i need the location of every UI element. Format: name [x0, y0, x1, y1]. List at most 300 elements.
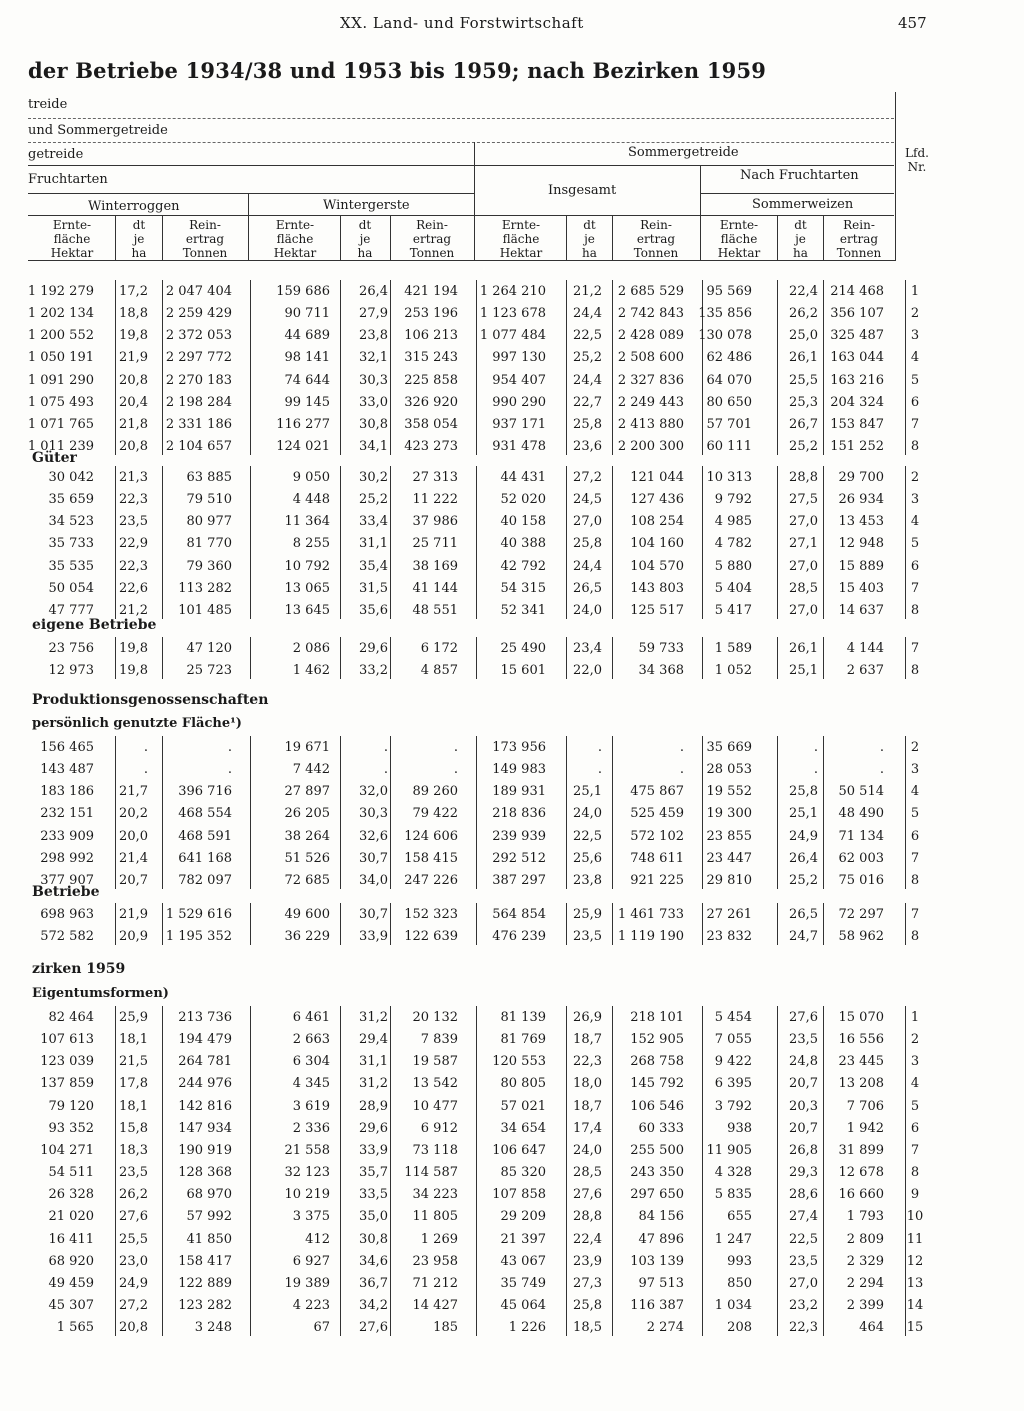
- table-cell: 32 123: [284, 1165, 330, 1181]
- table-row: [0, 534, 1024, 556]
- table-cell: 11 805: [412, 1209, 458, 1225]
- table-cell: 1 247: [714, 1231, 752, 1247]
- table-cell: 40 388: [500, 536, 546, 552]
- table-cell: 89 260: [412, 784, 458, 800]
- table-cell: 50 054: [48, 580, 94, 596]
- table-cell: 24,9: [789, 828, 818, 844]
- table-cell: 30,3: [359, 372, 388, 388]
- col-header-yield: dt je ha: [793, 218, 808, 260]
- table-cell: 1 202 134: [27, 306, 94, 322]
- table-cell: .: [143, 762, 148, 778]
- table-cell: 225 858: [404, 372, 458, 388]
- table-cell: 190 919: [178, 1142, 232, 1158]
- table-cell: 34 368: [638, 663, 684, 679]
- table-cell: 2 685 529: [617, 284, 684, 299]
- table-cell: 5 404: [714, 580, 752, 596]
- table-cell: 326 920: [404, 394, 458, 410]
- table-cell: 62 486: [706, 350, 752, 366]
- table-cell: 24,4: [573, 306, 602, 322]
- table-cell: 60 111: [706, 439, 752, 455]
- table-cell: 26,2: [789, 306, 818, 322]
- section-subtitle: Eigentumsformen): [32, 986, 169, 1001]
- table-cell: 1 942: [846, 1120, 884, 1136]
- table-cell: 51 526: [284, 850, 330, 866]
- table-cell: 33,2: [359, 663, 388, 679]
- table-cell: 1 034: [714, 1297, 752, 1313]
- table-cell: 938: [727, 1120, 752, 1136]
- table-cell: 29,6: [359, 641, 388, 656]
- table-cell: 101 485: [178, 602, 232, 618]
- table-cell: 377 907: [40, 872, 94, 888]
- table-cell: 2 086: [292, 641, 330, 656]
- table-cell: 6 304: [292, 1054, 330, 1070]
- row-number: 12: [906, 1253, 924, 1269]
- table-cell: 25 711: [412, 536, 458, 552]
- table-cell: 185: [433, 1320, 458, 1336]
- table-cell: 23 855: [706, 828, 752, 844]
- table-cell: 921 225: [630, 872, 684, 888]
- row-number: 14: [906, 1297, 924, 1313]
- table-cell: 10 219: [284, 1187, 330, 1203]
- table-cell: 135 856: [698, 306, 752, 322]
- table-cell: 31,5: [359, 580, 388, 596]
- table-cell: 107 858: [492, 1187, 546, 1203]
- table-cell: 85 320: [500, 1165, 546, 1181]
- table-row: [0, 348, 1024, 370]
- row-number: 8: [910, 929, 920, 945]
- table-cell: 1 071 765: [27, 416, 94, 432]
- col-header-tonnes: Rein- ertrag Tonnen: [836, 218, 882, 260]
- table-cell: 2 259 429: [165, 306, 232, 322]
- table-cell: 7 442: [292, 762, 330, 778]
- table-cell: 4 223: [292, 1297, 330, 1313]
- table-cell: 35 749: [500, 1275, 546, 1291]
- table-cell: 45 307: [48, 1297, 94, 1313]
- table-cell: 11 364: [284, 514, 330, 530]
- table-cell: 24,0: [573, 806, 602, 822]
- table-cell: 2 200 300: [617, 439, 684, 455]
- table-cell: 25,2: [359, 492, 388, 508]
- table-cell: 25,5: [789, 372, 818, 388]
- table-cell: 27,4: [789, 1209, 818, 1225]
- table-cell: 151 252: [830, 439, 884, 455]
- table-cell: 47 777: [48, 602, 94, 618]
- table-cell: 18,1: [119, 1032, 148, 1048]
- table-cell: 6 395: [714, 1076, 752, 1092]
- table-cell: 23,5: [789, 1032, 818, 1048]
- row-number: 10: [906, 1209, 924, 1225]
- table-cell: 79 120: [48, 1098, 94, 1114]
- table-row: [0, 437, 1024, 459]
- col-header-yield: dt je ha: [582, 218, 597, 260]
- table-cell: 18,7: [573, 1098, 602, 1114]
- table-row: [0, 1185, 1024, 1207]
- table-row: [0, 1008, 1024, 1030]
- table-row: [0, 304, 1024, 326]
- table-cell: 2 198 284: [165, 394, 232, 410]
- table-cell: 30,8: [359, 416, 388, 432]
- table-cell: 152 323: [404, 907, 458, 922]
- table-cell: 21,2: [573, 284, 602, 299]
- table-cell: 29 700: [838, 470, 884, 485]
- table-cell: 38 169: [412, 558, 458, 574]
- table-cell: 239 939: [492, 828, 546, 844]
- table-cell: 2 047 404: [165, 284, 232, 299]
- table-cell: 44 689: [284, 328, 330, 344]
- table-cell: 214 468: [830, 284, 884, 299]
- table-cell: 27,5: [789, 492, 818, 508]
- table-cell: .: [453, 740, 458, 755]
- table-cell: 20,2: [119, 806, 148, 822]
- header-winterroggen: Winterroggen: [88, 199, 180, 214]
- table-cell: 4 328: [714, 1165, 752, 1181]
- table-cell: 27,6: [359, 1320, 388, 1336]
- header-rule: [474, 165, 894, 166]
- table-cell: 23,2: [789, 1297, 818, 1313]
- table-row: [0, 1119, 1024, 1141]
- table-row: [0, 468, 1024, 490]
- table-cell: 49 459: [48, 1275, 94, 1291]
- table-cell: 23,5: [789, 1253, 818, 1269]
- section-title: eigene Betriebe: [32, 617, 157, 633]
- row-number: 6: [910, 828, 920, 844]
- col-header-yield: dt je ha: [131, 218, 147, 260]
- table-cell: .: [227, 740, 232, 755]
- table-cell: 18,7: [573, 1032, 602, 1048]
- table-cell: 68 920: [48, 1253, 94, 1269]
- chapter-title: XX. Land- und Forstwirtschaft: [340, 14, 584, 32]
- table-cell: 23 958: [412, 1253, 458, 1269]
- table-cell: 27 313: [412, 470, 458, 485]
- table-cell: 22,9: [119, 536, 148, 552]
- row-number: 5: [910, 536, 920, 552]
- table-cell: 113 282: [178, 580, 232, 596]
- table-cell: 22,5: [573, 328, 602, 344]
- table-cell: 34,2: [359, 1297, 388, 1313]
- table-cell: 125 517: [630, 602, 684, 618]
- table-cell: 247 226: [404, 872, 458, 888]
- table-cell: 114 587: [404, 1165, 458, 1181]
- table-cell: 15 070: [838, 1010, 884, 1025]
- row-number: 3: [910, 328, 920, 344]
- table-cell: 31,2: [359, 1076, 388, 1092]
- table-cell: 35 733: [48, 536, 94, 552]
- table-cell: 24,8: [789, 1054, 818, 1070]
- table-cell: 21 558: [284, 1142, 330, 1158]
- table-cell: 25,1: [573, 784, 602, 800]
- table-cell: 3 792: [714, 1098, 752, 1114]
- table-cell: 18,8: [119, 306, 148, 322]
- section-title: Güter: [32, 450, 77, 466]
- table-cell: 57 021: [500, 1098, 546, 1114]
- table-cell: 116 387: [630, 1297, 684, 1313]
- table-row: [0, 1296, 1024, 1318]
- table-cell: 25,8: [573, 416, 602, 432]
- table-row: [0, 661, 1024, 683]
- table-cell: 298 992: [40, 850, 94, 866]
- table-cell: 33,9: [359, 1142, 388, 1158]
- table-cell: 21,3: [119, 470, 148, 485]
- table-cell: .: [679, 740, 684, 755]
- table-cell: 36,7: [359, 1275, 388, 1291]
- table-cell: 73 118: [412, 1142, 458, 1158]
- table-cell: 58 962: [838, 929, 884, 945]
- table-cell: 21 397: [500, 1231, 546, 1247]
- table-cell: 25,3: [789, 394, 818, 410]
- table-row: [0, 326, 1024, 348]
- table-cell: 11 905: [706, 1142, 752, 1158]
- col-header-area: Ernte- fläche Hektar: [273, 218, 317, 260]
- table-cell: 2 428 089: [617, 328, 684, 344]
- table-cell: 476 239: [492, 929, 546, 945]
- table-cell: 297 650: [630, 1187, 684, 1203]
- table-cell: 641 168: [178, 850, 232, 866]
- table-cell: 23,5: [573, 929, 602, 945]
- row-number: 7: [910, 580, 920, 596]
- table-cell: 163 044: [830, 350, 884, 366]
- table-cell: 104 160: [630, 536, 684, 552]
- header-line-2: und Sommergetreide: [28, 123, 168, 138]
- row-number: 8: [910, 1165, 920, 1181]
- header-sommerweizen: Sommerweizen: [752, 197, 854, 212]
- table-cell: 128 368: [178, 1165, 232, 1181]
- table-cell: 29 209: [500, 1209, 546, 1225]
- table-cell: 24,9: [119, 1275, 148, 1291]
- table-cell: 74 644: [284, 372, 330, 388]
- table-cell: 1 462: [292, 663, 330, 679]
- table-cell: .: [383, 762, 388, 778]
- row-number: 15: [906, 1320, 924, 1336]
- table-cell: 10 792: [284, 558, 330, 574]
- table-cell: 990 290: [492, 394, 546, 410]
- table-cell: 27,9: [359, 306, 388, 322]
- table-cell: 97 513: [638, 1275, 684, 1291]
- table-cell: 35,7: [359, 1165, 388, 1181]
- table-cell: 6 172: [420, 641, 458, 656]
- table-row: [0, 1230, 1024, 1252]
- table-row: [0, 1318, 1024, 1340]
- table-cell: 52 341: [500, 602, 546, 618]
- table-cell: 31,1: [359, 536, 388, 552]
- table-cell: 99 145: [284, 394, 330, 410]
- table-title: der Betriebe 1934/38 und 1953 bis 1959; nach Bezirken 1959: [28, 58, 767, 83]
- table-row: [0, 782, 1024, 804]
- table-cell: 41 850: [186, 1231, 232, 1247]
- table-cell: 6 461: [292, 1010, 330, 1025]
- row-number: 8: [910, 663, 920, 679]
- table-row: [0, 804, 1024, 826]
- row-number: 6: [910, 394, 920, 410]
- table-cell: 20,8: [119, 372, 148, 388]
- table-cell: 1 052: [714, 663, 752, 679]
- table-cell: 158 415: [404, 850, 458, 866]
- table-cell: 48 551: [412, 602, 458, 618]
- table-cell: 26,8: [789, 1142, 818, 1158]
- table-cell: 72 685: [284, 872, 330, 888]
- table-cell: 423 273: [404, 439, 458, 455]
- table-cell: 25,6: [573, 850, 602, 866]
- table-cell: 52 020: [500, 492, 546, 508]
- table-row: [0, 1141, 1024, 1163]
- table-cell: 15 601: [500, 663, 546, 679]
- table-cell: 19 552: [706, 784, 752, 800]
- table-cell: 35 659: [48, 492, 94, 508]
- table-cell: 3 619: [292, 1098, 330, 1114]
- table-cell: 25 723: [186, 663, 232, 679]
- table-cell: 71 134: [838, 828, 884, 844]
- table-cell: 32,1: [359, 350, 388, 366]
- table-cell: 47 120: [186, 641, 232, 656]
- table-cell: 28,5: [789, 580, 818, 596]
- table-cell: 57 701: [706, 416, 752, 432]
- table-cell: 26 934: [838, 492, 884, 508]
- table-cell: 16 556: [838, 1032, 884, 1048]
- row-number: 6: [910, 1120, 920, 1136]
- table-cell: 1 589: [714, 641, 752, 656]
- row-number: 13: [906, 1275, 924, 1291]
- table-cell: 116 277: [276, 416, 330, 432]
- table-cell: 29 810: [706, 872, 752, 888]
- table-cell: 93 352: [48, 1120, 94, 1136]
- table-cell: 36 229: [284, 929, 330, 945]
- table-cell: 64 070: [706, 372, 752, 388]
- table-cell: 475 867: [630, 784, 684, 800]
- table-cell: 5 835: [714, 1187, 752, 1203]
- table-row: [0, 1274, 1024, 1296]
- table-cell: 1 793: [846, 1209, 884, 1225]
- table-cell: 26 205: [284, 806, 330, 822]
- table-cell: 8 255: [292, 536, 330, 552]
- table-cell: 15,8: [119, 1120, 148, 1136]
- table-cell: 34,1: [359, 439, 388, 455]
- row-number: 7: [910, 1142, 920, 1158]
- table-cell: 28,8: [789, 470, 818, 485]
- table-row: [0, 738, 1024, 760]
- table-cell: 23 445: [838, 1054, 884, 1070]
- col-header-tonnes: Rein- ertrag Tonnen: [633, 218, 679, 260]
- table-cell: 2 329: [846, 1253, 884, 1269]
- table-cell: 173 956: [492, 740, 546, 755]
- table-cell: 268 758: [630, 1054, 684, 1070]
- table-cell: 127 436: [630, 492, 684, 508]
- row-number: 5: [910, 372, 920, 388]
- table-cell: 82 464: [48, 1010, 94, 1025]
- table-cell: 57 992: [186, 1209, 232, 1225]
- table-cell: 24,4: [573, 372, 602, 388]
- table-row: [0, 557, 1024, 579]
- table-cell: 1 200 552: [27, 328, 94, 344]
- table-cell: 27,0: [789, 1275, 818, 1291]
- table-cell: 23,4: [573, 641, 602, 656]
- header-rule: [28, 165, 474, 166]
- table-row: [0, 1074, 1024, 1096]
- table-cell: 468 554: [178, 806, 232, 822]
- table-cell: 1 091 290: [27, 372, 94, 388]
- table-cell: 104 570: [630, 558, 684, 574]
- table-cell: 387 297: [492, 872, 546, 888]
- table-cell: 189 931: [492, 784, 546, 800]
- table-cell: 525 459: [630, 806, 684, 822]
- table-cell: .: [879, 762, 884, 778]
- table-cell: 23,9: [573, 1253, 602, 1269]
- table-cell: 98 141: [284, 350, 330, 366]
- table-cell: 464: [859, 1320, 884, 1336]
- table-cell: 28 053: [706, 762, 752, 778]
- table-cell: 27,0: [789, 602, 818, 618]
- table-cell: 25 490: [500, 641, 546, 656]
- row-number: 3: [910, 1054, 920, 1070]
- table-row: [0, 827, 1024, 849]
- table-cell: 27,0: [789, 514, 818, 530]
- table-cell: 218 101: [630, 1010, 684, 1025]
- table-cell: 25,8: [573, 536, 602, 552]
- table-cell: 49 600: [284, 907, 330, 922]
- header-rule-right: [895, 92, 896, 260]
- table-cell: 1 529 616: [165, 907, 232, 922]
- table-cell: 20,9: [119, 929, 148, 945]
- table-cell: 2 372 053: [165, 328, 232, 344]
- table-cell: 208: [727, 1320, 752, 1336]
- table-row: [0, 905, 1024, 927]
- table-cell: 30,7: [359, 850, 388, 866]
- row-number: 1: [910, 284, 920, 299]
- table-cell: 25,9: [573, 907, 602, 922]
- table-cell: 2 336: [292, 1120, 330, 1136]
- col-header-tonnes: Rein- ertrag Tonnen: [182, 218, 228, 260]
- table-cell: 20,8: [119, 1320, 148, 1336]
- table-cell: 149 983: [492, 762, 546, 778]
- page-number: 457: [898, 14, 927, 32]
- table-cell: 130 078: [698, 328, 752, 344]
- table-cell: 25,2: [789, 872, 818, 888]
- table-cell: 25,0: [789, 328, 818, 344]
- table-cell: 81 769: [500, 1032, 546, 1048]
- table-cell: 1 565: [56, 1320, 94, 1336]
- table-cell: 25,1: [789, 663, 818, 679]
- table-cell: 80 977: [186, 514, 232, 530]
- table-row: [0, 927, 1024, 949]
- table-cell: 54 511: [48, 1165, 94, 1181]
- table-cell: 79 360: [186, 558, 232, 574]
- table-cell: 45 064: [500, 1297, 546, 1313]
- table-cell: 121 044: [630, 470, 684, 485]
- table-cell: 159 686: [276, 284, 330, 299]
- table-cell: 106 546: [630, 1098, 684, 1114]
- table-cell: 90 711: [284, 306, 330, 322]
- table-cell: 34,6: [359, 1253, 388, 1269]
- table-row: [0, 490, 1024, 512]
- header-rule: [248, 193, 249, 260]
- table-cell: 2 399: [846, 1297, 884, 1313]
- table-cell: 23,5: [119, 1165, 148, 1181]
- table-cell: 63 885: [186, 470, 232, 485]
- table-cell: 993: [727, 1253, 752, 1269]
- table-cell: 325 487: [830, 328, 884, 344]
- table-cell: .: [227, 762, 232, 778]
- table-cell: 29,4: [359, 1032, 388, 1048]
- table-cell: 2 294: [846, 1275, 884, 1291]
- table-cell: 13 645: [284, 602, 330, 618]
- section-title: zirken 1959: [32, 961, 126, 977]
- table-cell: 158 417: [178, 1253, 232, 1269]
- table-row: [0, 1163, 1024, 1185]
- table-cell: 35,6: [359, 602, 388, 618]
- table-cell: 44 431: [500, 470, 546, 485]
- table-cell: 2 249 443: [617, 394, 684, 410]
- table-cell: 26,4: [359, 284, 388, 299]
- header-rule: [28, 118, 894, 119]
- table-cell: 20,7: [789, 1120, 818, 1136]
